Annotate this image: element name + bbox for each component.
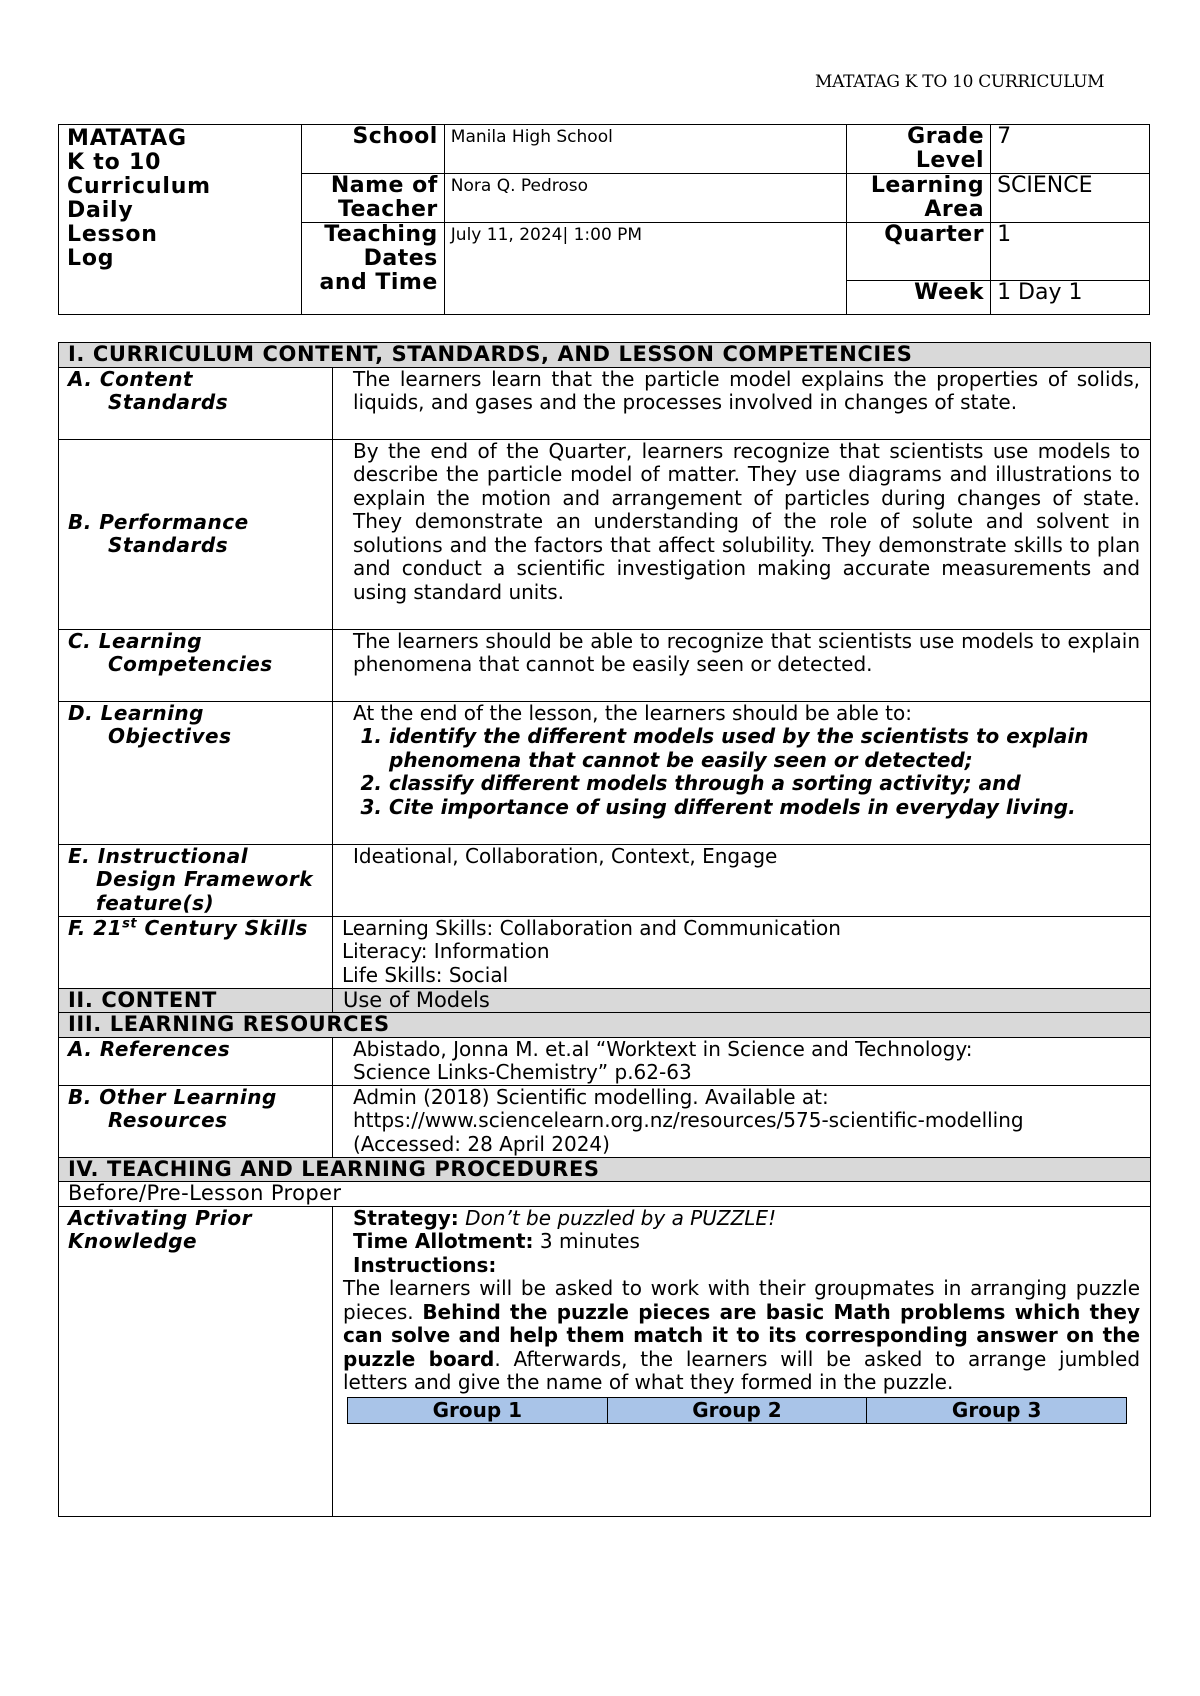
dates-value: July 11, 2024| 1:00 PM	[444, 223, 846, 315]
grade-value: 7	[991, 125, 1150, 174]
strategy-name: Don’t be puzzled by a PUZZLE!	[465, 1205, 777, 1230]
lesson-content-table	[58, 342, 1151, 1517]
grade-label: Grade Level	[847, 125, 991, 174]
instructions-label: Instructions:	[353, 1252, 497, 1277]
school-value: Manila High School	[444, 125, 846, 174]
activating-prior-knowledge-content: Strategy: Don’t be puzzled by a PUZZLE! Time Allotment: 3 minutes Instructions: The learners will be asked to work with their groupmates in arranging puzzle pieces. Behind the puzzle pieces are basic Math problems which they can solve and help them match it to its corresponding answer on the puzzle board. Afterwards, the learners will be asked to arrange jumbled letters and give the name of what they formed in the puzzle. Group 1 Group 2 Group 3	[333, 1206, 1151, 1516]
learning-competencies-text: The learners should be able to recognize that scientists use models to explain phenomena that cannot be easily seen or detected.	[333, 629, 1151, 701]
week-label: Week	[847, 281, 991, 315]
century-skills-label: F. 21st Century Skills	[59, 916, 333, 988]
dates-label: Teaching Dates and Time	[301, 223, 444, 315]
document-header: MATATAG K TO 10 CURRICULUM	[815, 72, 1105, 92]
section-4-title: IV. TEACHING AND LEARNING PROCEDURES	[59, 1157, 1151, 1182]
group-header: Group 1	[348, 1397, 608, 1424]
group-header: Group 3	[867, 1397, 1127, 1424]
section-1-title: I. CURRICULUM CONTENT, STANDARDS, AND LESSON COMPETENCIES	[59, 343, 1151, 368]
quarter-label: Quarter	[847, 223, 991, 281]
group-table	[347, 1397, 1127, 1425]
content-value: Use of Models	[333, 988, 1151, 1013]
lesson-info-table	[58, 124, 1150, 315]
objective-item: 1. identify the different models used by the scientists to explain phenomena that cannot be easily seen or detected;	[389, 725, 1144, 772]
time-allotment: 3 minutes	[539, 1229, 640, 1253]
instructional-design-text: Ideational, Collaboration, Context, Engage	[333, 844, 1151, 916]
learning-area-label: Learning Area	[847, 174, 991, 223]
learning-competencies-label: C. Learning Competencies	[59, 629, 333, 701]
performance-standards-label: B. Performance Standards	[59, 439, 333, 629]
learning-objectives: At the end of the lesson, the learners should be able to: 1. identify the different models used by the scientists to explain phenomena that cannot be easily seen or detected; 2. classify different models through a sorting activity; and 3. Cite importance of using different models in everyday living.	[333, 701, 1151, 844]
other-resources-label: B. Other Learning Resources	[59, 1085, 333, 1157]
group-header: Group 2	[607, 1397, 867, 1424]
before-lesson-subtitle: Before/Pre-Lesson Proper	[59, 1182, 1151, 1207]
teacher-label: Name of Teacher	[301, 174, 444, 223]
objective-item: 2. classify different models through a sorting activity; and	[389, 772, 1144, 796]
instructions-text: The learners will be asked to work with their groupmates in arranging puzzle pieces. Behind the puzzle pieces are basic Math problems which they can solve and help them match it to its corresponding answer on the puzzle board. Afterwards, the learners will be asked to arrange jumbled letters and give the name of what they formed in the puzzle.	[343, 1276, 1141, 1394]
section-2-title: II. CONTENT	[59, 988, 333, 1013]
dll-title: MATATAG K to 10 Curriculum Daily Lesson Log	[59, 125, 302, 315]
section-3-title: III. LEARNING RESOURCES	[59, 1013, 1151, 1038]
quarter-value: 1	[991, 223, 1150, 281]
references-text: Abistado, Jonna M. et.al “Worktext in Science and Technology: Science Links-Chemistry” p.62-63	[333, 1037, 1151, 1085]
century-skills-text: Learning Skills: Collaboration and Communication Literacy: Information Life Skills: Social	[333, 916, 1151, 988]
learning-objectives-label: D. Learning Objectives	[59, 701, 333, 844]
objective-item: 3. Cite importance of using different models in everyday living.	[389, 796, 1144, 820]
content-standards-label: A. Content Standards	[59, 367, 333, 439]
week-value: 1 Day 1	[991, 281, 1150, 315]
references-label: A. References	[59, 1037, 333, 1085]
activating-prior-knowledge-label: Activating Prior Knowledge	[59, 1206, 333, 1516]
instructional-design-label: E. Instructional Design Framework feature(s)	[59, 844, 333, 916]
teacher-value: Nora Q. Pedroso	[444, 174, 846, 223]
resource-link[interactable]: https://www.sciencelearn.org.nz/resources/575-scientific-modelling	[353, 1108, 1024, 1132]
content-standards-text: The learners learn that the particle model explains the properties of solids, liquids, and gases and the processes involved in changes of state.	[333, 367, 1151, 439]
other-resources-text: Admin (2018) Scientific modelling. Available at: https://www.sciencelearn.org.nz/resources/575-scientific-modelling (Accessed: 28 April 2024)	[333, 1085, 1151, 1157]
performance-standards-text: By the end of the Quarter, learners recognize that scientists use models to describe the particle model of matter. They use diagrams and illustrations to explain the motion and arrangement of particles during changes of state. They demonstrate an understanding of the role of solute and solvent in solutions and the factors that affect solubility. They demonstrate skills to plan and conduct a scientific investigation making accurate measurements and using standard units.	[333, 439, 1151, 629]
school-label: School	[301, 125, 444, 174]
learning-area-value: SCIENCE	[991, 174, 1150, 223]
